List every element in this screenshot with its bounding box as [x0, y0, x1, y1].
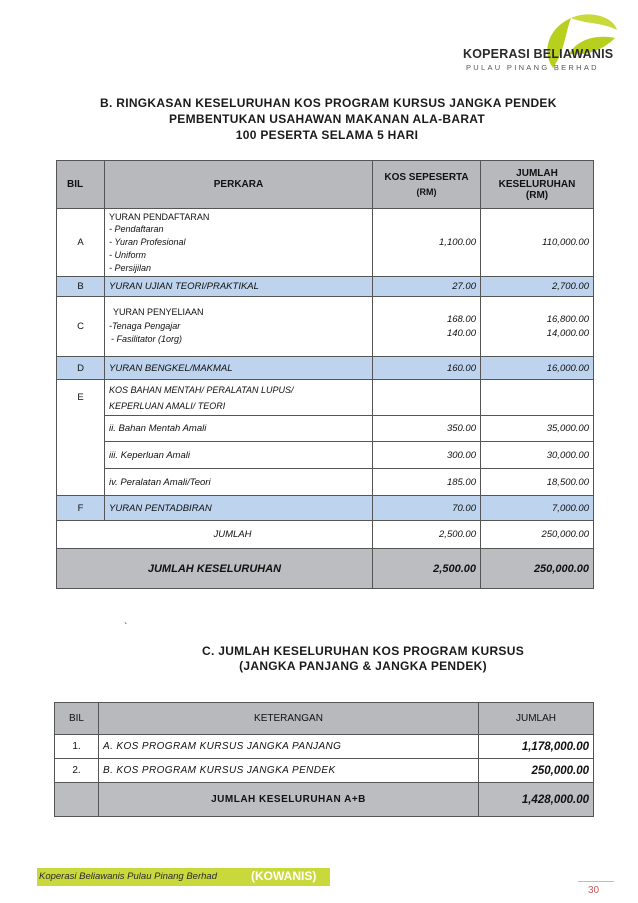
row-c-kos: 140.00 [446, 327, 476, 339]
row-c-jumlah: 16,800.00 [546, 314, 589, 325]
row-kos: 350.00 [373, 416, 481, 442]
row-bil: F [57, 496, 105, 521]
header-jumlah-unit: (RM) [525, 190, 549, 201]
row-c-line: YURAN PENYELIAAN [113, 307, 204, 318]
logo-name: KOPERASI BELIAWANIS [463, 47, 614, 61]
table-row [57, 380, 594, 416]
header-jumlah-line1: JUMLAH [516, 168, 558, 179]
grand-total-row [57, 549, 594, 589]
row-jumlah: 250,000.00 [479, 759, 594, 783]
row-keterangan: A. KOS PROGRAM KURSUS JANGKA PANJANG [99, 735, 479, 759]
row-a-line: - Uniform [109, 249, 147, 260]
row-jumlah-empty [481, 380, 594, 416]
header-jumlah: JUMLAH [479, 703, 594, 735]
table-row [57, 469, 594, 496]
row-c-line: - Fasilitator (1org) [111, 334, 183, 345]
row-sub-perkara: iii. Keperluan Amali [105, 442, 373, 469]
header-keterangan: KETERANGAN [99, 703, 479, 735]
header-kos [373, 161, 481, 209]
header-perkara: PERKARA [105, 161, 373, 209]
row-kos: 70.00 [373, 496, 481, 521]
section-b-title: B. RINGKASAN KESELURUHAN KOS PROGRAM KURSUS JANGKA PENDEK [100, 96, 557, 110]
grand-total-label: JUMLAH KESELURUHAN [57, 549, 373, 589]
row-kos-empty [373, 380, 481, 416]
row-jumlah: 18,500.00 [481, 469, 594, 496]
row-a-line: YURAN PENDAFTARAN [109, 211, 210, 222]
row-kos: 185.00 [373, 469, 481, 496]
table-row [55, 735, 594, 759]
subtotal-jumlah: 250,000.00 [481, 521, 594, 549]
row-jumlah: 16,000.00 [481, 357, 594, 380]
footer-banner [37, 868, 330, 886]
row-perkara: YURAN BENGKEL/MAKMAL [105, 357, 373, 380]
row-jumlah: 35,000.00 [481, 416, 594, 442]
table-row [57, 442, 594, 469]
row-jumlah [481, 297, 594, 357]
header-kos-unit: (RM) [416, 187, 437, 197]
company-logo [455, 10, 633, 74]
row-bil: D [57, 357, 105, 380]
stray-mark: ` [124, 622, 128, 633]
row-e-line: KEPERLUAN AMALI/ TEORI [109, 400, 226, 411]
table-row [57, 496, 594, 521]
table-row [57, 357, 594, 380]
header-bil: BIL [55, 703, 99, 735]
header-jumlah-line2: KESELURUHAN [498, 179, 576, 190]
table-header-row [57, 161, 594, 209]
logo-subtitle: PULAU PINANG BERHAD [466, 63, 599, 72]
row-bil: A [57, 209, 105, 277]
row-bil: 1. [55, 735, 99, 759]
row-keterangan: B. KOS PROGRAM KURSUS JANGKA PENDEK [99, 759, 479, 783]
footer-text: Koperasi Beliawanis Pulau Pinang Berhad [39, 871, 217, 882]
row-sub-perkara: ii. Bahan Mentah Amali [105, 416, 373, 442]
table-row [57, 416, 594, 442]
row-kos: 160.00 [373, 357, 481, 380]
row-perkara: YURAN PENTADBIRAN [105, 496, 373, 521]
table-row [55, 759, 594, 783]
page-number: 30 [588, 885, 600, 896]
table-row [57, 209, 594, 277]
row-a-line: - Yuran Profesional [109, 237, 186, 248]
row-c-kos: 168.00 [446, 314, 476, 325]
table-row [57, 277, 594, 297]
footer-brand: (KOWANIS) [251, 869, 317, 883]
row-perkara [105, 297, 373, 357]
row-jumlah: 1,178,000.00 [479, 735, 594, 759]
row-bil-empty [57, 469, 105, 496]
row-e-line: KOS BAHAN MENTAH/ PERALATAN LUPUS/ [109, 384, 294, 395]
row-perkara: YURAN UJIAN TEORI/PRAKTIKAL [105, 277, 373, 297]
subtotal-kos: 2,500.00 [373, 521, 481, 549]
grand-total-row [55, 783, 594, 817]
grand-total-kos: 2,500.00 [373, 549, 481, 589]
grand-total-jumlah: 250,000.00 [481, 549, 594, 589]
row-jumlah: 30,000.00 [481, 442, 594, 469]
total-bil-empty [55, 783, 99, 817]
header-bil: BIL [57, 161, 105, 209]
header-kos-label: KOS SEPESERTA [384, 172, 469, 183]
row-sub-perkara: iv. Peralatan Amali/Teori [105, 469, 373, 496]
row-kos: 300.00 [373, 442, 481, 469]
row-bil-empty [57, 416, 105, 442]
row-jumlah: 2,700.00 [481, 277, 594, 297]
subtotal-row [57, 521, 594, 549]
overall-cost-table [54, 702, 594, 817]
page-number-rule [578, 881, 614, 882]
row-a-line: - Pendaftaran [109, 224, 164, 235]
section-c-title: C. JUMLAH KESELURUHAN KOS PROGRAM KURSUS [201, 644, 524, 658]
table-row [57, 297, 594, 357]
row-bil: E [57, 380, 105, 416]
total-jumlah: 1,428,000.00 [479, 783, 594, 817]
row-perkara [105, 209, 373, 277]
row-bil-empty [57, 442, 105, 469]
row-perkara [105, 380, 373, 416]
row-kos [373, 297, 481, 357]
row-jumlah: 7,000.00 [481, 496, 594, 521]
section-b-participants: 100 PESERTA SELAMA 5 HARI [235, 128, 419, 142]
row-bil: 2. [55, 759, 99, 783]
subtotal-label: JUMLAH [57, 521, 373, 549]
section-b-subtitle: PEMBENTUKAN USAHAWAN MAKANAN ALA-BARAT [168, 112, 486, 126]
row-bil: B [57, 277, 105, 297]
row-bil: C [57, 297, 105, 357]
header-jumlah [481, 161, 594, 209]
cost-summary-table [56, 160, 594, 589]
row-a-line: - Persijilan [109, 262, 152, 273]
table-header-row [55, 703, 594, 735]
row-c-line: -Tenaga Pengajar [109, 320, 181, 331]
row-kos: 1,100.00 [373, 209, 481, 277]
row-c-jumlah: 14,000.00 [546, 327, 589, 339]
row-jumlah: 110,000.00 [481, 209, 594, 277]
section-c-subtitle: (JANGKA PANJANG & JANGKA PENDEK) [239, 659, 487, 673]
row-kos: 27.00 [373, 277, 481, 297]
total-label: JUMLAH KESELURUHAN A+B [99, 783, 479, 817]
